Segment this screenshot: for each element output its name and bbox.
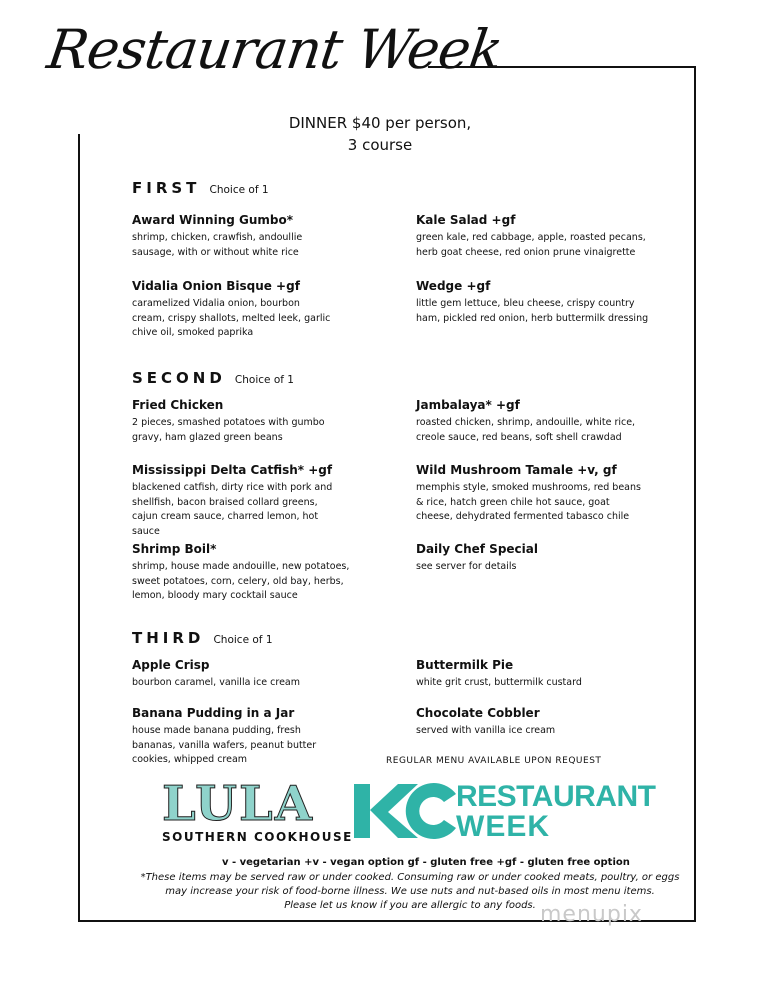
section-name: FIRST <box>132 179 201 197</box>
menu-item-name: Banana Pudding in a Jar <box>132 706 295 720</box>
page-title: Restaurant Week <box>43 18 506 81</box>
menu-item-name: Wedge +gf <box>416 279 491 293</box>
section-second-heading <box>132 368 294 387</box>
kc-logo-text <box>456 782 655 842</box>
disclaimer-line3: Please let us know if you are allergic to any foods. <box>284 900 536 911</box>
section-name: SECOND <box>132 369 226 387</box>
menu-item <box>132 657 372 691</box>
section-choice: Choice of 1 <box>209 184 269 196</box>
kc-logo-mark <box>352 780 462 842</box>
menu-item-desc: house made banana pudding, fresh bananas, vanilla wafers, peanut butter cookies, whipped cream <box>132 725 317 765</box>
menu-item <box>416 657 656 691</box>
dietary-legend: v - vegetarian +v - vegan option gf - gluten free +gf - gluten free option <box>222 857 630 868</box>
frame-left-line <box>78 134 80 922</box>
menu-item <box>416 541 656 575</box>
menu-item-name: Award Winning Gumbo* <box>132 213 294 227</box>
menu-item <box>416 278 656 326</box>
disclaimer-line1: *These items may be served raw or under cooked. Consuming raw or under cooked meats, poultry, or eggs <box>140 872 680 883</box>
menu-item-name: Mississippi Delta Catfish* +gf <box>132 463 333 477</box>
menu-item <box>132 397 372 445</box>
menu-item-name: Apple Crisp <box>132 658 210 672</box>
menu-item-name: Wild Mushroom Tamale +v, gf <box>416 463 617 477</box>
kc-logo-line2: WEEK <box>456 810 550 843</box>
menu-item-name: Jambalaya* +gf <box>416 398 520 412</box>
menu-item-desc: bourbon caramel, vanilla ice cream <box>132 677 300 688</box>
menu-item <box>132 212 372 260</box>
menu-item-desc: white grit crust, buttermilk custard <box>416 677 582 688</box>
menu-item-desc: blackened catfish, dirty rice with pork and shellfish, bacon braised collard greens, cajun cream sauce, charred lemon, hot sauce <box>132 482 333 537</box>
menu-item-desc: see server for details <box>416 561 517 572</box>
menu-item <box>416 462 656 525</box>
kc-logo-line1: RESTAURANT <box>456 780 656 813</box>
lula-logo-subtitle: SOUTHERN COOKHOUSE <box>162 830 353 844</box>
menu-item-name: Daily Chef Special <box>416 542 538 556</box>
menu-item-desc: shrimp, house made andouille, new potatoes, sweet potatoes, corn, celery, old bay, herbs, lemon, bloody mary cocktail sauce <box>132 561 350 601</box>
menu-item <box>416 397 656 445</box>
menu-item-desc: memphis style, smoked mushrooms, red beans & rice, hatch green chile hot sauce, goat cheese, dehydrated fermented tabasco chile <box>416 482 641 522</box>
menu-item <box>132 541 372 604</box>
section-choice: Choice of 1 <box>234 374 294 386</box>
lula-logo <box>160 776 353 848</box>
menu-item-name: Fried Chicken <box>132 398 224 412</box>
menu-item <box>132 278 372 341</box>
menu-item <box>416 212 656 260</box>
menu-item-name: Vidalia Onion Bisque +gf <box>132 279 300 293</box>
disclaimer-line2: may increase your risk of food-borne illness. We use nuts and nut-based oils in most menu items. <box>165 886 655 897</box>
menu-item-name: Shrimp Boil* <box>132 542 217 556</box>
section-third-heading <box>132 628 273 647</box>
section-choice: Choice of 1 <box>213 634 273 646</box>
dinner-price <box>280 112 480 156</box>
menu-item-desc: little gem lettuce, bleu cheese, crispy country ham, pickled red onion, herb buttermilk dressing <box>416 298 649 324</box>
menu-item-name: Buttermilk Pie <box>416 658 514 672</box>
menu-item-desc: caramelized Vidalia onion, bourbon cream, crispy shallots, melted leek, garlic chive oil, smoked paprika <box>132 298 331 338</box>
dinner-price-line2: 3 course <box>347 136 413 154</box>
menu-item-desc: roasted chicken, shrimp, andouille, white rice, creole sauce, red beans, soft shell crawdad <box>416 417 636 443</box>
menu-item-desc: shrimp, chicken, crawfish, andoullie sausage, with or without white rice <box>132 232 303 258</box>
menu-item-desc: green kale, red cabbage, apple, roasted pecans, herb goat cheese, red onion prune vinaigrette <box>416 232 646 258</box>
menu-item-name: Kale Salad +gf <box>416 213 516 227</box>
lula-logo-word: LULA <box>162 776 314 832</box>
menu-item-desc: served with vanilla ice cream <box>416 725 556 736</box>
menu-item <box>416 705 656 739</box>
dinner-price-line1: DINNER $40 per person, <box>288 114 472 132</box>
menu-item-name: Chocolate Cobbler <box>416 706 540 720</box>
section-name: THIRD <box>132 629 205 647</box>
section-first-heading <box>132 178 269 197</box>
menu-item <box>132 705 372 768</box>
regular-menu-note: REGULAR MENU AVAILABLE UPON REQUEST <box>386 756 602 766</box>
menu-item-desc: 2 pieces, smashed potatoes with gumbo gravy, ham glazed green beans <box>132 417 325 443</box>
menu-item <box>132 462 372 539</box>
frame-right-line <box>694 66 696 922</box>
watermark: menupix <box>540 902 643 927</box>
